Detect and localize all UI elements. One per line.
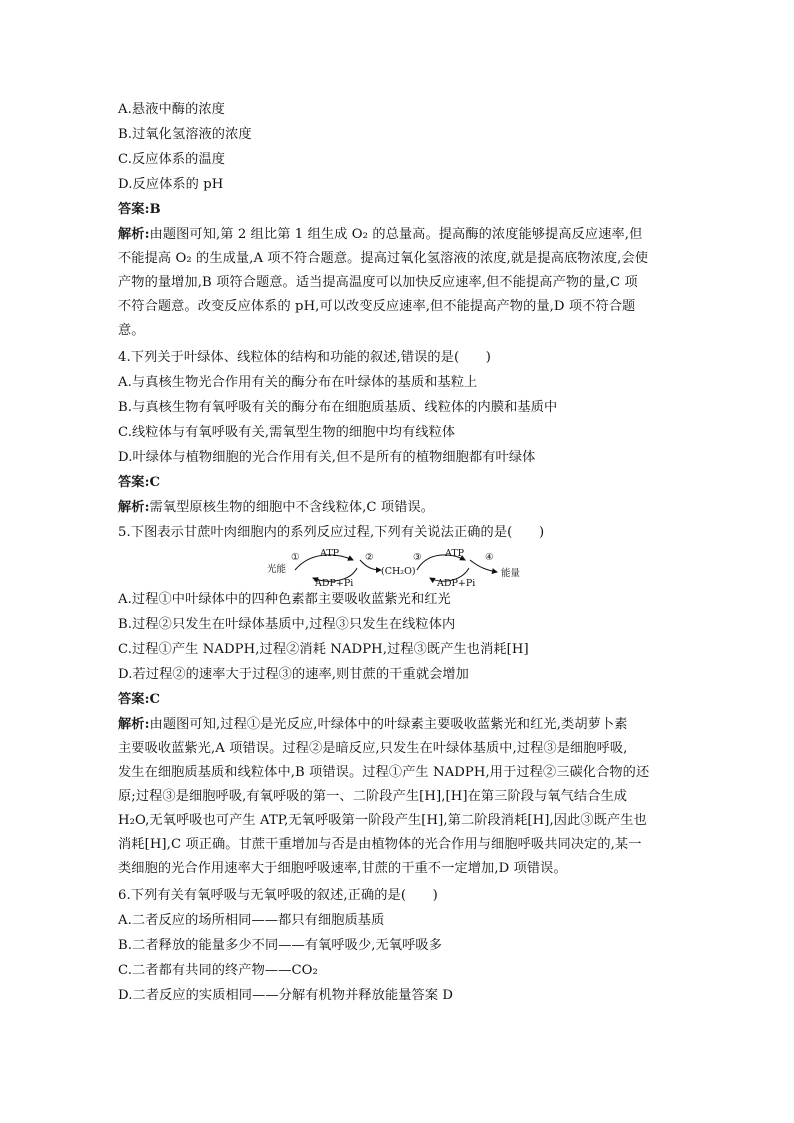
answer-q4: 答案:C [118, 475, 161, 490]
analysis-q3-line1 [118, 226, 678, 244]
analysis-text: 由题图可知,过程①是光反应,叶绿体中的叶绿素主要吸收蓝紫光和红光,类胡萝卜素 [149, 717, 628, 732]
analysis-q5-line5: H₂O,无氧呼吸也可产生 ATP,无氧呼吸第一阶段产生[H],第二阶段消耗[H],因此③既产生也 [118, 813, 647, 828]
option-a-q5: A.过程①中叶绿体中的四种色素都主要吸收蓝紫光和红光 [118, 592, 451, 607]
process-2-label: ② [365, 552, 374, 563]
option-d-q4: D.叶绿体与植物细胞的光合作用有关,但不是所有的植物细胞都有叶绿体 [118, 450, 536, 465]
question-4: 4.下列关于叶绿体、线粒体的结构和功能的叙述,错误的是( ) [118, 350, 492, 365]
reaction-diagram [265, 548, 535, 588]
question-6: 6.下列有关有氧呼吸与无氧呼吸的叙述,正确的是( ) [118, 888, 438, 903]
option-a-q6: A.二者反应的场所相同——都只有细胞质基质 [118, 913, 385, 928]
analysis-q3-line3: 产物的量增加,B 项符合题意。适当提高温度可以加快反应速率,但不能提高产物的量,C 项 [118, 275, 638, 290]
answer-q3: 答案:B [118, 202, 161, 217]
analysis-q3-line4: 不符合题意。改变反应体系的 pH,可以改变反应速率,但不能提高产物的量,D 项不符合题 [118, 299, 636, 314]
option-d-q6: D.二者反应的实质相同——分解有机物并释放能量答案 D [118, 988, 454, 1003]
option-c-q5: C.过程①产生 NADPH,过程②消耗 NADPH,过程③既产生也消耗[H] [118, 642, 529, 657]
option-a-q4: A.与真核生物光合作用有关的酶分布在叶绿体的基质和基粒上 [118, 375, 478, 390]
option-c-q6: C.二者都有共同的终产物——CO₂ [118, 963, 318, 978]
analysis-q5-line3: 发生在细胞质基质和线粒体中,B 项错误。过程①产生 NADPH,用于过程②三碳化合物的还 [118, 765, 650, 780]
option-b-q5: B.过程②只发生在叶绿体基质中,过程③只发生在线粒体内 [118, 617, 456, 632]
adp-left-label: ADP+Pi [315, 578, 354, 588]
process-1-label: ① [291, 552, 300, 563]
option-d-q3: D.反应体系的 pH [118, 177, 224, 192]
option-c-q3: C.反应体系的温度 [118, 152, 226, 167]
atp-left-label: ATP [320, 548, 340, 559]
process-4-label: ④ [485, 552, 494, 563]
analysis-q5-line6: 消耗[H],C 项正确。甘蔗干重增加与否是由植物体的光合作用与细胞呼吸共同决定的,某一 [118, 837, 642, 852]
energy-label: 能量 [501, 568, 521, 579]
light-energy-label: 光能 [267, 564, 287, 575]
analysis-label: 解析: [118, 500, 150, 515]
option-c-q4: C.线粒体与有氧呼吸有关,需氧型生物的细胞中均有线粒体 [118, 425, 456, 440]
option-a-q3: A.悬液中酶的浓度 [118, 102, 225, 117]
atp-right-label: ATP [445, 548, 465, 559]
option-b-q6: B.二者释放的能量多少不同——有氧呼吸少,无氧呼吸多 [118, 938, 442, 953]
ch2o-label: (CH₂O) [381, 566, 416, 577]
analysis-q5-line1 [118, 716, 678, 734]
analysis-q3-line2: 不能提高 O₂ 的生成量,A 项不符合题意。提高过氧化氢溶液的浓度,就是提高底物浓度,会使 [118, 251, 649, 266]
analysis-text: 需氧型原核生物的细胞中不含线粒体,C 项错误。 [149, 500, 435, 515]
analysis-q3-line5: 意。 [118, 323, 145, 338]
answer-q5: 答案:C [118, 692, 161, 707]
option-b-q3: B.过氧化氢溶液的浓度 [118, 127, 252, 142]
analysis-label: 解析: [118, 227, 150, 242]
analysis-q5-line7: 类细胞的光合作用速率大于细胞呼吸速率,甘蔗的干重不一定增加,D 项错误。 [118, 861, 567, 876]
analysis-q4-line1 [118, 499, 678, 517]
adp-right-label: ADP+Pi [437, 578, 476, 588]
option-d-q5: D.若过程②的速率大于过程③的速率,则甘蔗的干重就会增加 [118, 667, 469, 682]
process-3-label: ③ [413, 552, 422, 563]
analysis-q5-line2: 主要吸收蓝紫光,A 项错误。过程②是暗反应,只发生在叶绿体基质中,过程③是细胞呼吸, [118, 741, 628, 756]
analysis-q5-line4: 原;过程③是细胞呼吸,有氧呼吸的第一、二阶段产生[H],[H]在第三阶段与氧气结合生成 [118, 789, 628, 804]
option-b-q4: B.与真核生物有氧呼吸有关的酶分布在细胞质基质、线粒体的内膜和基质中 [118, 400, 558, 415]
analysis-label: 解析: [118, 717, 150, 732]
question-5: 5.下图表示甘蔗叶肉细胞内的系列反应过程,下列有关说法正确的是( ) [118, 525, 545, 540]
analysis-text: 由题图可知,第 2 组比第 1 组生成 O₂ 的总量高。提高酶的浓度能够提高反应速率,但 [149, 227, 643, 242]
